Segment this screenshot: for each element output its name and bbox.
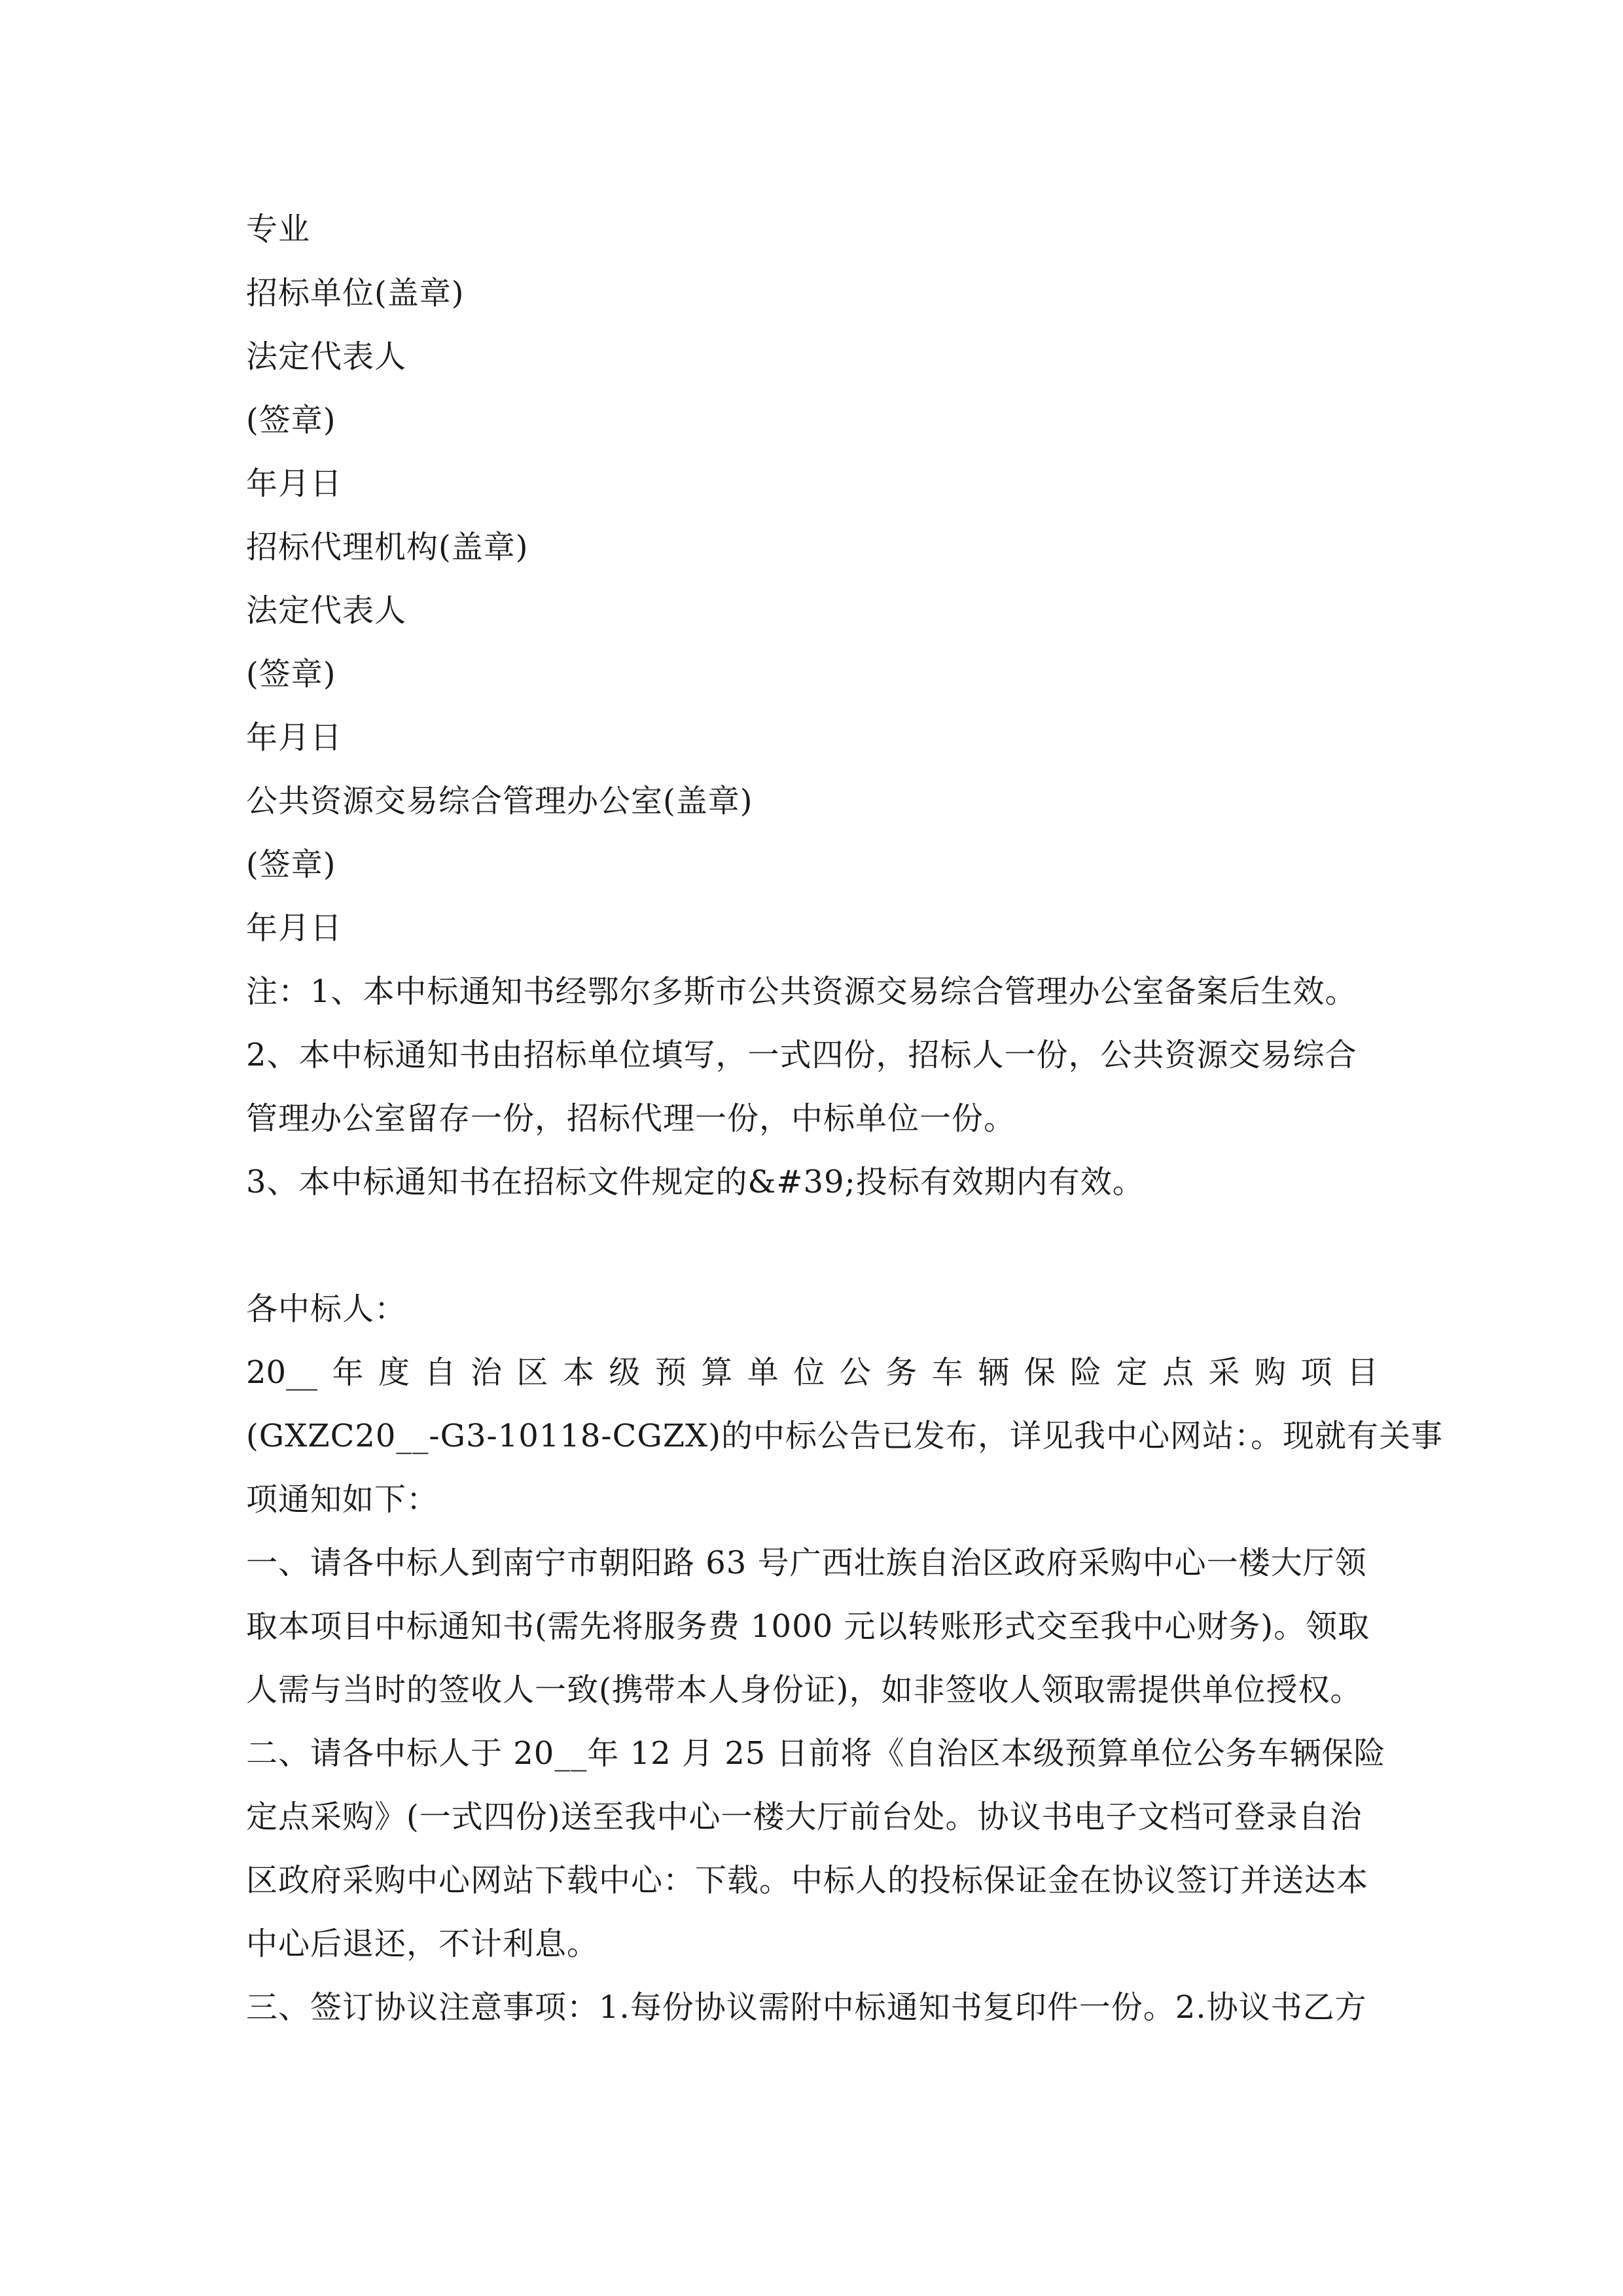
- intro-word: 本: [562, 1354, 594, 1391]
- intro-word: 算: [701, 1354, 733, 1391]
- field-label-legal-representative: 法定代表人: [246, 592, 407, 629]
- intro-line: (GXZC20__-G3-10118-CGZX)的中标公告已发布，详见我中心网站：。现就有关事: [246, 1418, 1443, 1454]
- field-label-agency-seal: 招标代理机构(盖章): [246, 529, 529, 565]
- intro-word: 级: [609, 1354, 641, 1391]
- field-label-date: 年月日: [246, 910, 343, 946]
- intro-word: 保: [1024, 1354, 1056, 1391]
- intro-word: 治: [470, 1354, 502, 1391]
- field-label-date: 年月日: [246, 719, 343, 756]
- intro-word: 目: [1346, 1354, 1378, 1391]
- intro-word: 点: [1162, 1354, 1194, 1391]
- notice-item-2: 二、请各中标人于 20__年 12 月 25 日前将《自治区本级预算单位公务车辆保险: [246, 1735, 1386, 1772]
- intro-word: 险: [1070, 1354, 1102, 1391]
- intro-word: 年: [332, 1354, 364, 1391]
- note-1: 注：1、本中标通知书经鄂尔多斯市公共资源交易综合管理办公室备案后生效。: [246, 973, 1357, 1010]
- intro-word: 区: [516, 1354, 548, 1391]
- field-label-office-seal: 公共资源交易综合管理办公室(盖章): [246, 783, 753, 819]
- intro-line-justified: [246, 1353, 1378, 1392]
- notice-item-1-continued: 取本项目中标通知书(需先将服务费 1000 元以转账形式交至我中心财务)。领取: [246, 1608, 1370, 1645]
- intro-word: 辆: [978, 1354, 1010, 1391]
- intro-word: 单: [747, 1354, 779, 1391]
- intro-word: 务: [885, 1354, 918, 1391]
- field-label-signature: (签章): [246, 402, 336, 439]
- intro-word: 采: [1208, 1354, 1240, 1391]
- notice-item-3: 三、签订协议注意事项：1.每份协议需附中标通知书复印件一份。2.协议书乙方: [246, 1989, 1367, 2026]
- field-label-tendering-unit-seal: 招标单位(盖章): [246, 275, 465, 312]
- field-label-major: 专业: [246, 211, 311, 247]
- intro-word: 度: [378, 1354, 410, 1391]
- notice-item-1: 一、请各中标人到南宁市朝阳路 63 号广西壮族自治区政府采购中心一楼大厅领: [246, 1545, 1367, 1581]
- intro-word: 车: [931, 1354, 963, 1391]
- field-label-legal-representative: 法定代表人: [246, 338, 407, 375]
- intro-word: 自: [424, 1354, 456, 1391]
- field-label-signature: (签章): [246, 846, 336, 883]
- notice-item-2-continued: 区政府采购中心网站下载中心：下载。中标人的投标保证金在协议签订并送达本: [246, 1862, 1369, 1899]
- field-label-signature: (签章): [246, 656, 336, 692]
- intro-word: 20__: [246, 1354, 318, 1391]
- salutation: 各中标人：: [246, 1291, 407, 1327]
- intro-word: 购: [1254, 1354, 1286, 1391]
- intro-word: 预: [654, 1354, 687, 1391]
- note-2: 2、本中标通知书由招标单位填写，一式四份，招标人一份，公共资源交易综合: [246, 1037, 1357, 1073]
- notice-item-1-continued: 人需与当时的签收人一致(携带本人身份证)，如非签收人领取需提供单位授权。: [246, 1672, 1363, 1708]
- note-2-continued: 管理办公室留存一份，招标代理一份，中标单位一份。: [246, 1100, 1016, 1137]
- field-label-date: 年月日: [246, 465, 343, 502]
- intro-word: 项: [1300, 1354, 1332, 1391]
- intro-line: 项通知如下：: [246, 1481, 439, 1518]
- intro-word: 位: [793, 1354, 825, 1391]
- note-3: 3、本中标通知书在招标文件规定的&#39;投标有效期内有效。: [246, 1164, 1145, 1200]
- intro-word: 公: [839, 1354, 871, 1391]
- notice-item-2-continued: 定点采购》(一式四份)送至我中心一楼大厅前台处。协议书电子文档可登录自治: [246, 1799, 1363, 1835]
- intro-word: 定: [1116, 1354, 1148, 1391]
- notice-item-2-continued: 中心后退还，不计利息。: [246, 1926, 599, 1962]
